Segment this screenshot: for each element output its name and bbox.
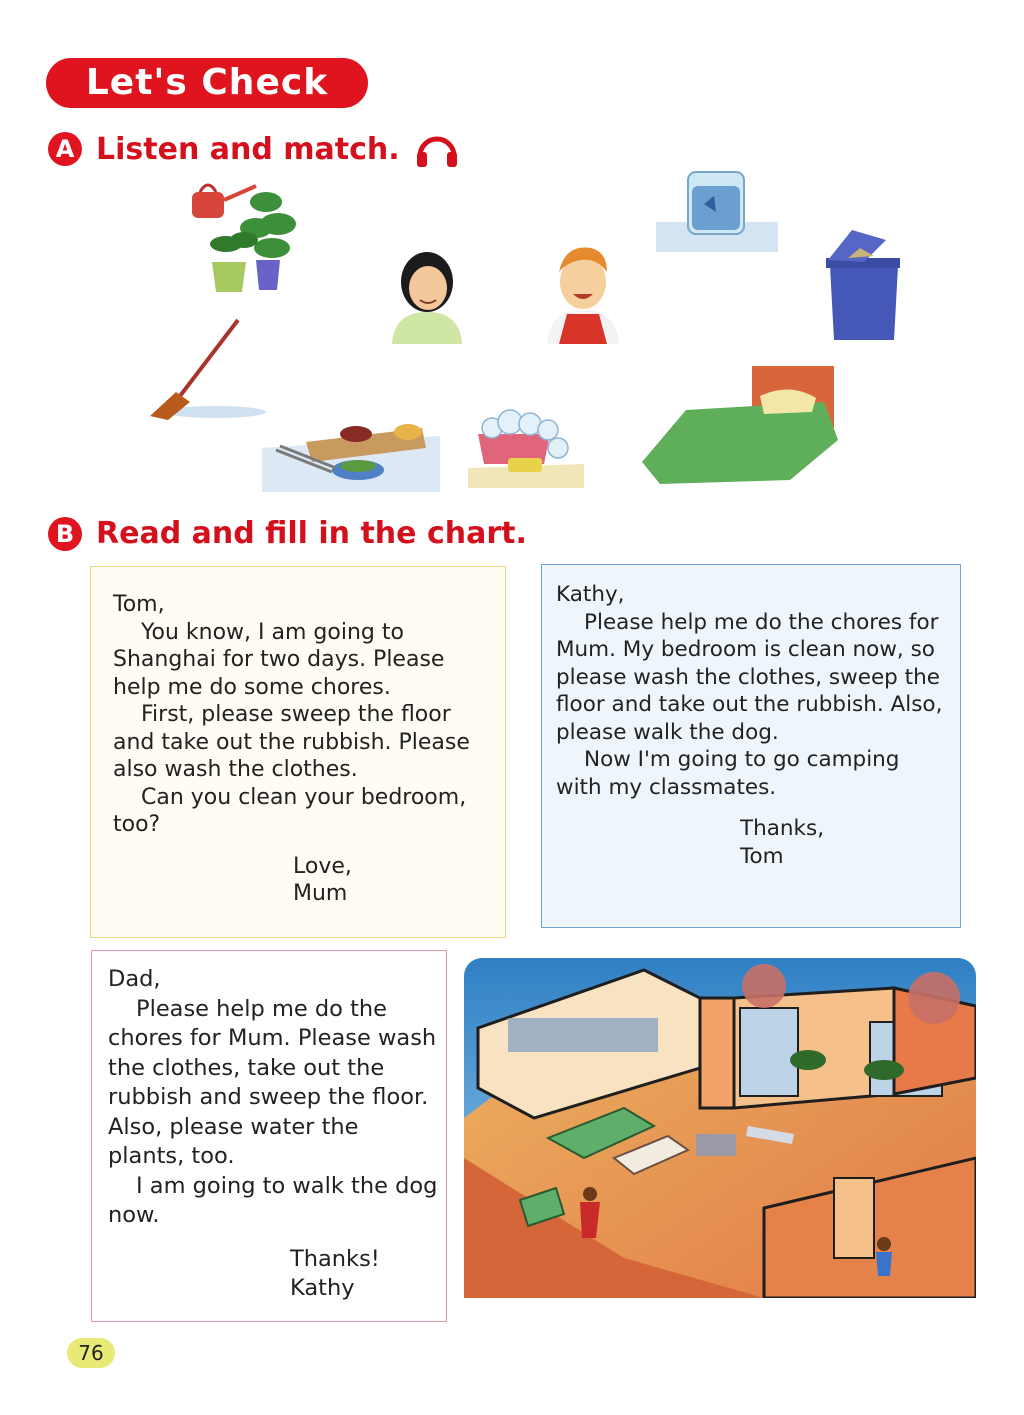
section-a-instruction: Listen and match. — [96, 131, 400, 167]
page-number: 76 — [67, 1338, 115, 1368]
note-paragraph: Please help me do the chores for Mum. Please wash the clothes, take out the rubbish and sweep the floor. Also, please water the plants, too. — [108, 995, 437, 1169]
section-a-badge: A — [48, 132, 82, 166]
note-greeting: Tom, — [113, 592, 165, 617]
note-paragraph: You know, I am going to Shanghai for two days. Please help me do some chores. — [113, 619, 445, 700]
rubbish-bin-picture[interactable] — [820, 226, 904, 344]
girl-picture[interactable] — [388, 242, 466, 344]
fish-tank-picture[interactable] — [654, 168, 780, 254]
dishes-picture[interactable] — [262, 414, 440, 492]
headphones-icon[interactable] — [414, 128, 460, 170]
note-paragraph: Can you clean your bedroom, too? — [113, 784, 467, 837]
note-from-tom — [541, 564, 961, 928]
washing-bowl-picture[interactable] — [468, 404, 584, 488]
note-paragraph: Please help me do the chores for Mum. My bedroom is clean now, so please wash the clothes, sweep the floor and take out the rubbish. Also, please walk the dog. — [556, 609, 943, 745]
boy-picture[interactable] — [545, 238, 621, 344]
section-a-heading — [48, 128, 460, 170]
broom-picture[interactable] — [146, 316, 268, 424]
note-from-mum — [90, 566, 506, 938]
section-b-instruction: Read and fill in the chart. — [96, 516, 527, 551]
section-b-heading — [48, 516, 527, 551]
note-closing: Thanks, — [740, 816, 825, 841]
note-from-kathy — [91, 950, 447, 1322]
section-b-badge: B — [48, 517, 82, 551]
note-paragraph: I am going to walk the dog now. — [108, 1172, 438, 1228]
note-paragraph: Now I'm going to go camping with my classmates. — [556, 747, 900, 800]
note-sender: Mum — [293, 881, 348, 906]
bed-picture[interactable] — [640, 362, 840, 486]
note-greeting: Kathy, — [556, 582, 625, 607]
potted-plants-picture[interactable] — [186, 172, 306, 298]
lets-check-banner: Let's Check — [46, 58, 368, 108]
note-sender: Tom — [740, 843, 784, 869]
note-closing: Thanks! — [290, 1245, 380, 1272]
note-paragraph: First, please sweep the floor and take out the rubbish. Please also wash the clothes. — [113, 702, 470, 782]
note-greeting: Dad, — [108, 966, 161, 992]
note-closing: Love, — [293, 853, 352, 879]
note-sender: Kathy — [290, 1275, 355, 1301]
house-illustration[interactable] — [464, 958, 976, 1298]
